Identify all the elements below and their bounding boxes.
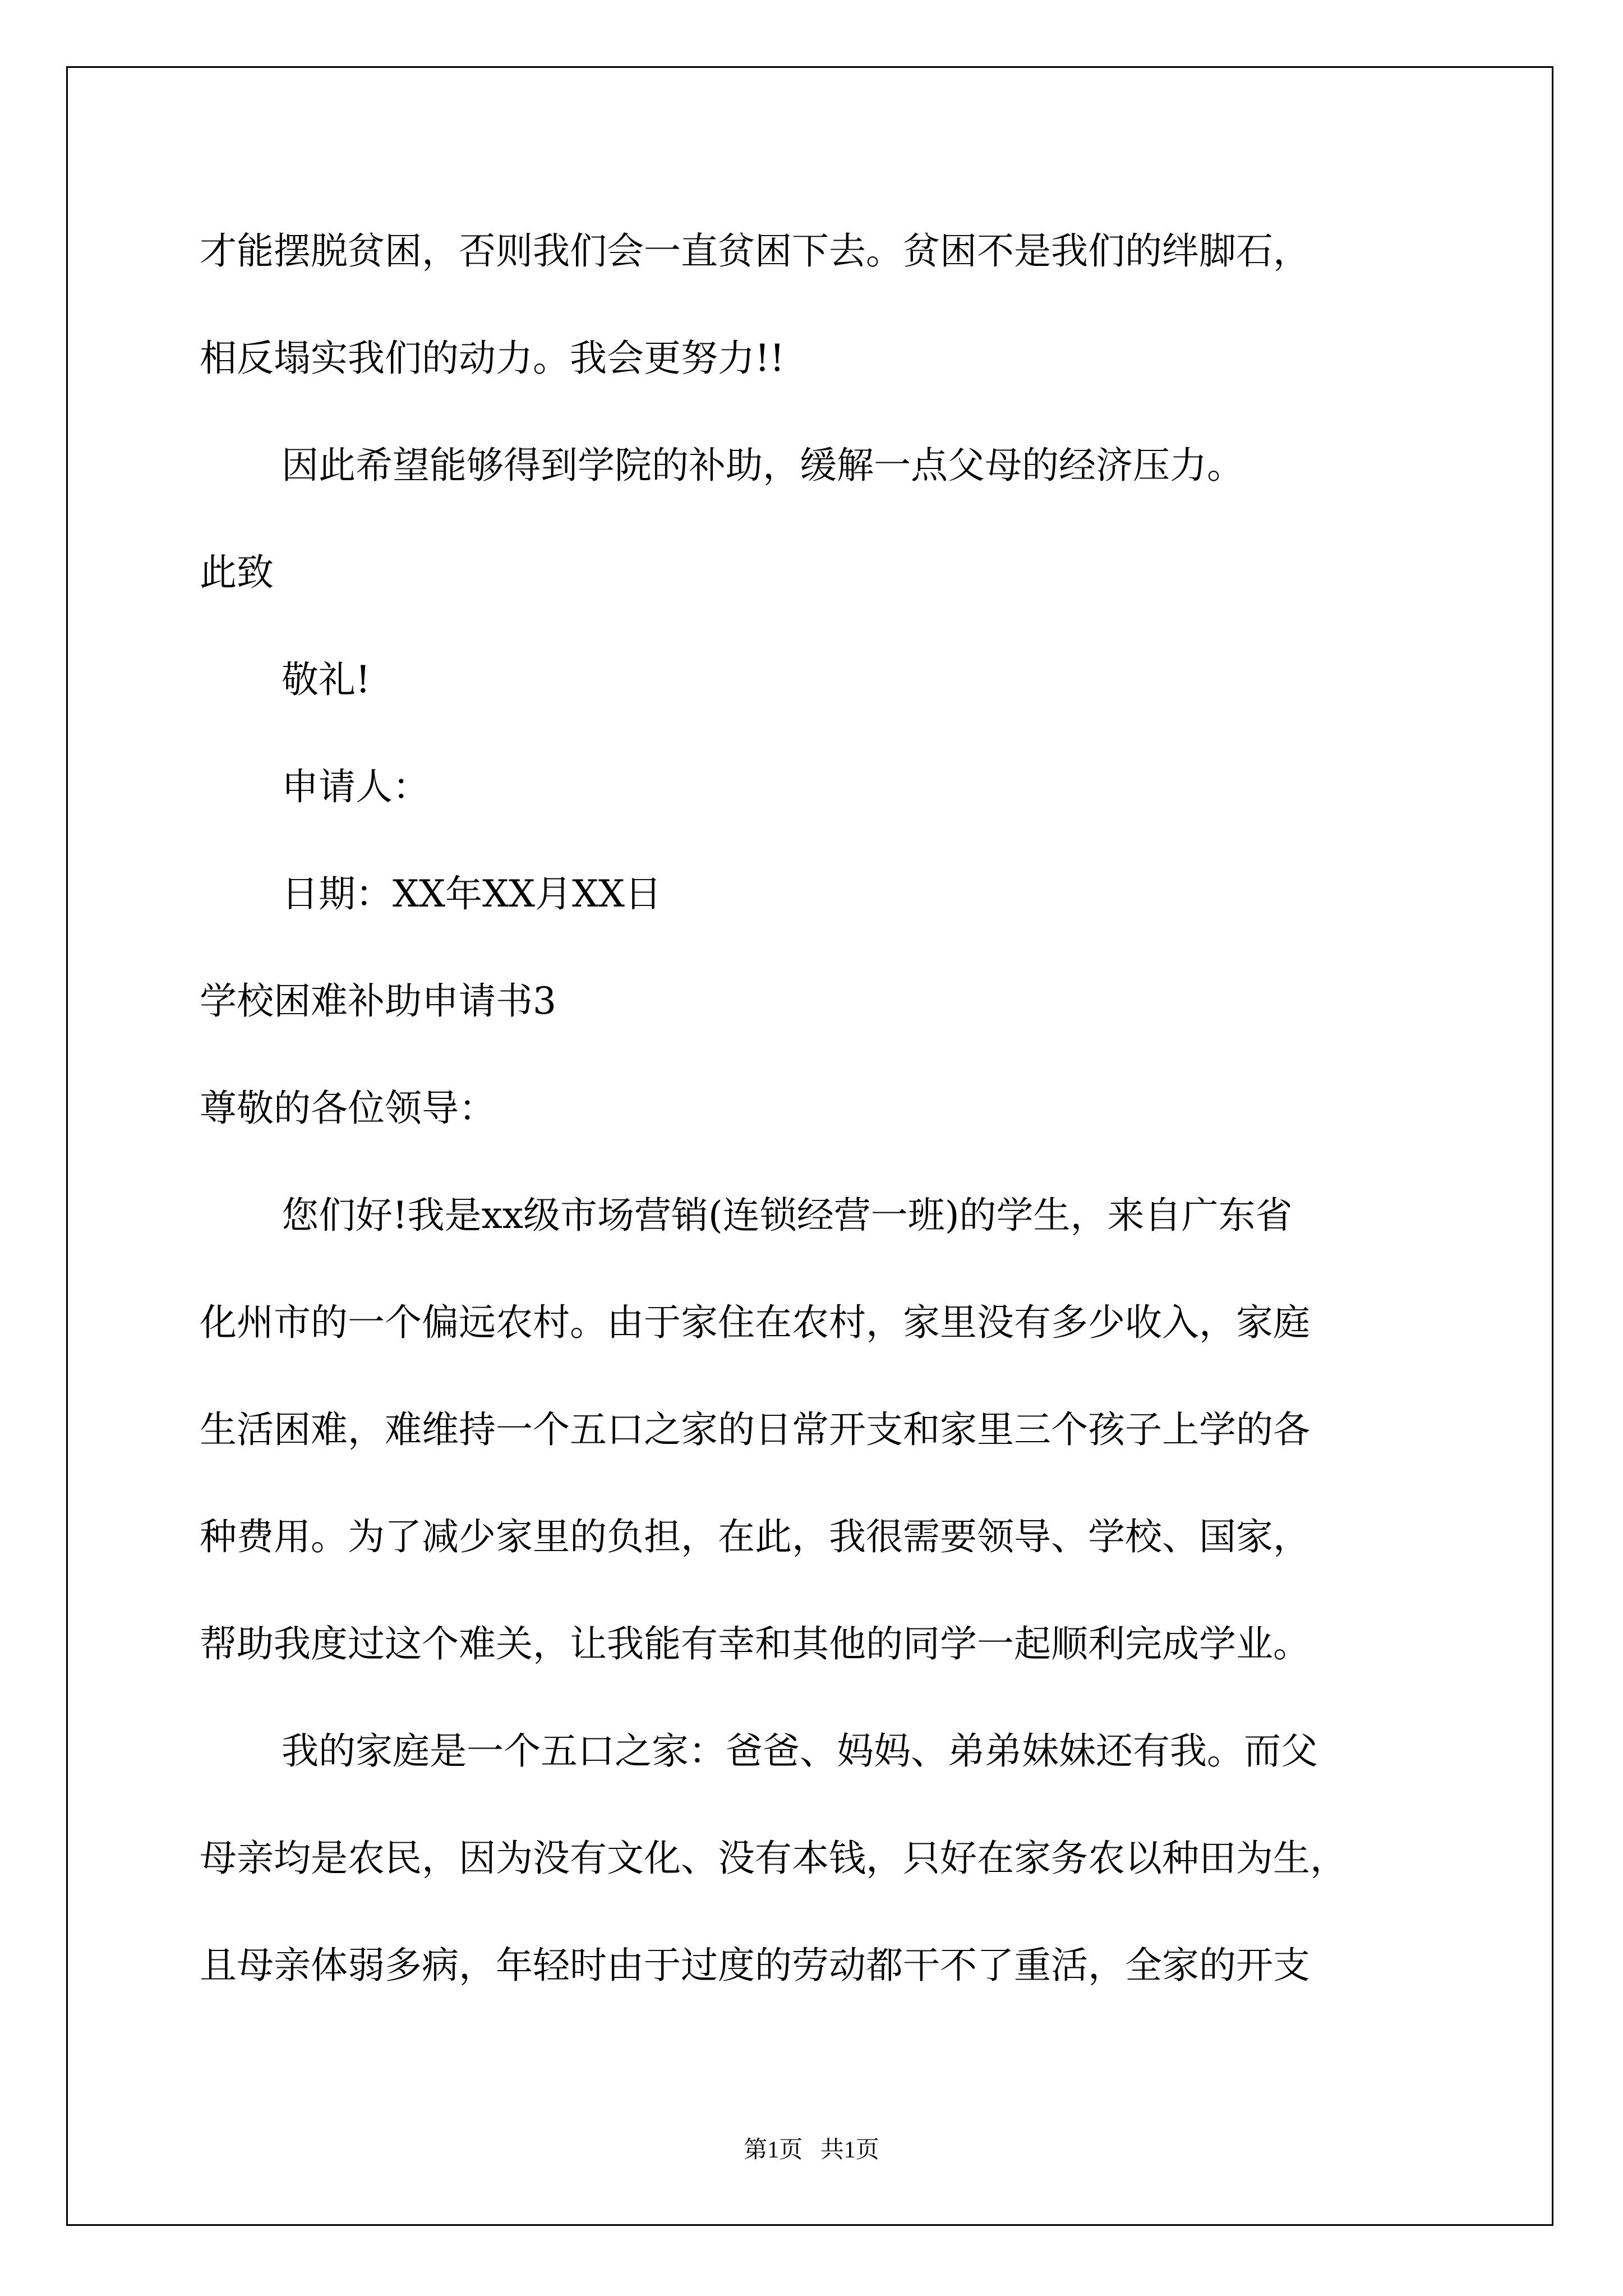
- body-line-12: 生活困难，难维持一个五口之家的日常开支和家里三个孩子上学的各: [200, 1408, 1310, 1451]
- date-line: 日期：XX年XX月XX日: [282, 872, 662, 915]
- body-line-15: 我的家庭是一个五口之家：爸爸、妈妈、弟弟妹妹还有我。而父: [282, 1729, 1318, 1773]
- greeting: 尊敬的各位领导：: [200, 1087, 496, 1130]
- body-line-11: 化州市的一个偏远农村。由于家住在农村，家里没有多少收入，家庭: [200, 1301, 1310, 1344]
- body-line-10: 您们好!我是xx级市场营销(连锁经营一班)的学生，来自广东省: [282, 1194, 1293, 1237]
- body-line-16: 母亲均是农民，因为没有文化、没有本钱，只好在家务农以种田为生，: [200, 1837, 1347, 1880]
- closing-regards: 敬礼!: [282, 658, 371, 701]
- page-number-footer: 第1页 共1页: [744, 2137, 879, 2163]
- body-line-3: 因此希望能够得到学院的补助，缓解一点父母的经济压力。: [282, 444, 1244, 487]
- body-line-14: 帮助我度过这个难关，让我能有幸和其他的同学一起顺利完成学业。: [200, 1622, 1310, 1665]
- body-line-13: 种费用。为了减少家里的负担，在此，我很需要领导、学校、国家，: [200, 1515, 1310, 1558]
- page-border: [66, 66, 1553, 2226]
- body-line-1: 才能摆脱贫困，否则我们会一直贫困下去。贫困不是我们的绊脚石，: [200, 229, 1310, 273]
- section-title: 学校困难补助申请书3: [200, 979, 556, 1023]
- applicant-label: 申请人：: [282, 765, 430, 808]
- body-line-17: 且母亲体弱多病，年轻时由于过度的劳动都干不了重活，全家的开支: [200, 1944, 1310, 1987]
- closing-salutation: 此致: [200, 551, 274, 594]
- body-line-2: 相反塌实我们的动力。我会更努力!!: [200, 337, 785, 380]
